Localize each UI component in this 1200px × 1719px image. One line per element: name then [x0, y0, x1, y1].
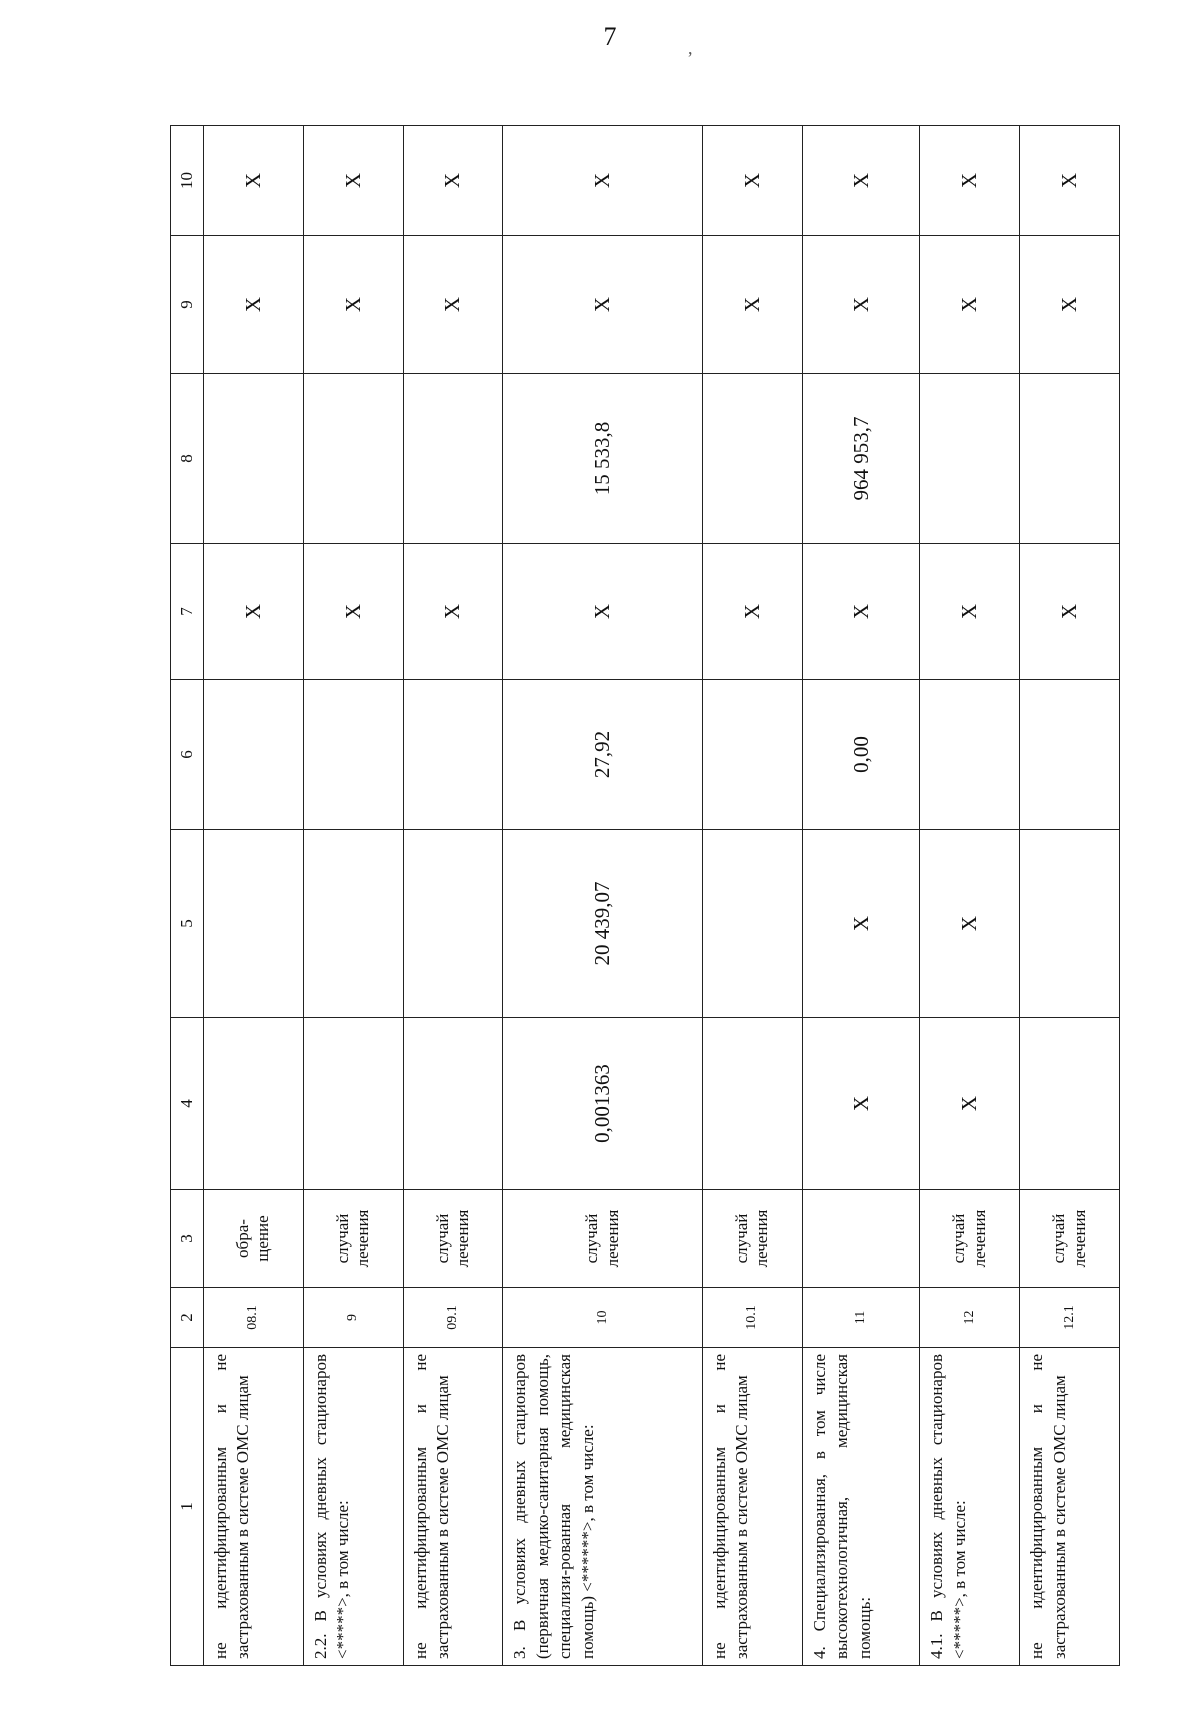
- value-cell: X: [920, 830, 1020, 1018]
- value-cell: [204, 374, 304, 544]
- unit-cell: случай лечения: [920, 1190, 1020, 1288]
- row-description: 2.2. В условиях дневных стационаров <*****>, в том числе:: [303, 1348, 403, 1666]
- table-row: [303, 126, 403, 1666]
- value-cell: [403, 680, 503, 830]
- data-table: [170, 125, 1120, 1666]
- value-cell: [204, 830, 304, 1018]
- table-row: [920, 126, 1020, 1666]
- column-header: 4: [171, 1018, 204, 1190]
- value-cell: X: [204, 126, 304, 236]
- value-cell: X: [503, 544, 703, 680]
- unit-cell: случай лечения: [702, 1190, 802, 1288]
- value-cell: X: [403, 126, 503, 236]
- value-cell: [303, 374, 403, 544]
- unit-cell: [802, 1190, 920, 1288]
- value-cell: X: [802, 544, 920, 680]
- value-cell: X: [920, 1018, 1020, 1190]
- value-cell: [403, 374, 503, 544]
- value-cell: 0,001363: [503, 1018, 703, 1190]
- row-description: не идентифицированным и не застрахованным в системе ОМС лицам: [702, 1348, 802, 1666]
- value-cell: [303, 680, 403, 830]
- page-number: 7: [603, 22, 617, 51]
- value-cell: X: [802, 830, 920, 1018]
- value-cell: X: [802, 236, 920, 374]
- row-code: 08.1: [204, 1288, 304, 1348]
- value-cell: X: [204, 236, 304, 374]
- column-header: 3: [171, 1190, 204, 1288]
- column-header: 7: [171, 544, 204, 680]
- row-code: 9: [303, 1288, 403, 1348]
- value-cell: 27,92: [503, 680, 703, 830]
- value-cell: X: [503, 126, 703, 236]
- value-cell: X: [403, 236, 503, 374]
- rotated-table-container: [170, 126, 1120, 1666]
- value-cell: [303, 830, 403, 1018]
- column-header: 10: [171, 126, 204, 236]
- column-header: 2: [171, 1288, 204, 1348]
- unit-cell: случай лечения: [503, 1190, 703, 1288]
- page-mark: ,: [688, 38, 693, 58]
- value-cell: X: [204, 544, 304, 680]
- value-cell: [1020, 374, 1120, 544]
- value-cell: [920, 680, 1020, 830]
- value-cell: [303, 1018, 403, 1190]
- value-cell: X: [1020, 126, 1120, 236]
- value-cell: [702, 1018, 802, 1190]
- value-cell: X: [403, 544, 503, 680]
- value-cell: [403, 1018, 503, 1190]
- table-row: [403, 126, 503, 1666]
- table-row: [204, 126, 304, 1666]
- column-header: 8: [171, 374, 204, 544]
- column-header: 5: [171, 830, 204, 1018]
- unit-cell: случай лечения: [1020, 1190, 1120, 1288]
- value-cell: X: [303, 544, 403, 680]
- row-code: 10.1: [702, 1288, 802, 1348]
- row-description: не идентифицированным и не застрахованным в системе ОМС лицам: [204, 1348, 304, 1666]
- value-cell: [403, 830, 503, 1018]
- value-cell: X: [920, 126, 1020, 236]
- value-cell: 964 953,7: [802, 374, 920, 544]
- value-cell: 0,00: [802, 680, 920, 830]
- row-code: 12: [920, 1288, 1020, 1348]
- unit-cell: случай лечения: [303, 1190, 403, 1288]
- value-cell: [204, 1018, 304, 1190]
- table-row: [1020, 126, 1120, 1666]
- row-code: 10: [503, 1288, 703, 1348]
- value-cell: [1020, 680, 1120, 830]
- value-cell: X: [802, 1018, 920, 1190]
- value-cell: [1020, 830, 1120, 1018]
- value-cell: [204, 680, 304, 830]
- table-row: [503, 126, 703, 1666]
- value-cell: 20 439,07: [503, 830, 703, 1018]
- value-cell: X: [920, 544, 1020, 680]
- value-cell: X: [503, 236, 703, 374]
- row-code: 09.1: [403, 1288, 503, 1348]
- unit-cell: случай лечения: [403, 1190, 503, 1288]
- header-row: [171, 126, 204, 1666]
- value-cell: X: [303, 236, 403, 374]
- table-row: [802, 126, 920, 1666]
- value-cell: X: [702, 126, 802, 236]
- value-cell: [702, 374, 802, 544]
- row-description: не идентифицированным и не застрахованным в системе ОМС лицам: [1020, 1348, 1120, 1666]
- row-description: не идентифицированным и не застрахованным в системе ОМС лицам: [403, 1348, 503, 1666]
- column-header: 1: [171, 1348, 204, 1666]
- value-cell: X: [802, 126, 920, 236]
- table-row: [702, 126, 802, 1666]
- row-description: 4. Специализированная, в том числе высокотехнологичная, медицинская помощь:: [802, 1348, 920, 1666]
- row-code: 11: [802, 1288, 920, 1348]
- value-cell: X: [702, 544, 802, 680]
- value-cell: X: [702, 236, 802, 374]
- value-cell: [702, 680, 802, 830]
- unit-cell: обра-щение: [204, 1190, 304, 1288]
- value-cell: X: [1020, 236, 1120, 374]
- value-cell: 15 533,8: [503, 374, 703, 544]
- row-description: 4.1. В условиях дневных стационаров <*****>, в том числе:: [920, 1348, 1020, 1666]
- value-cell: X: [1020, 544, 1120, 680]
- column-header: 6: [171, 680, 204, 830]
- value-cell: X: [920, 236, 1020, 374]
- row-description: 3. В условиях дневных стационаров (первичная медико-санитарная помощь, специализи-рованная медицинская помощь) <******>, в том числе:: [503, 1348, 703, 1666]
- row-code: 12.1: [1020, 1288, 1120, 1348]
- value-cell: [1020, 1018, 1120, 1190]
- value-cell: [702, 830, 802, 1018]
- value-cell: X: [303, 126, 403, 236]
- column-header: 9: [171, 236, 204, 374]
- value-cell: [920, 374, 1020, 544]
